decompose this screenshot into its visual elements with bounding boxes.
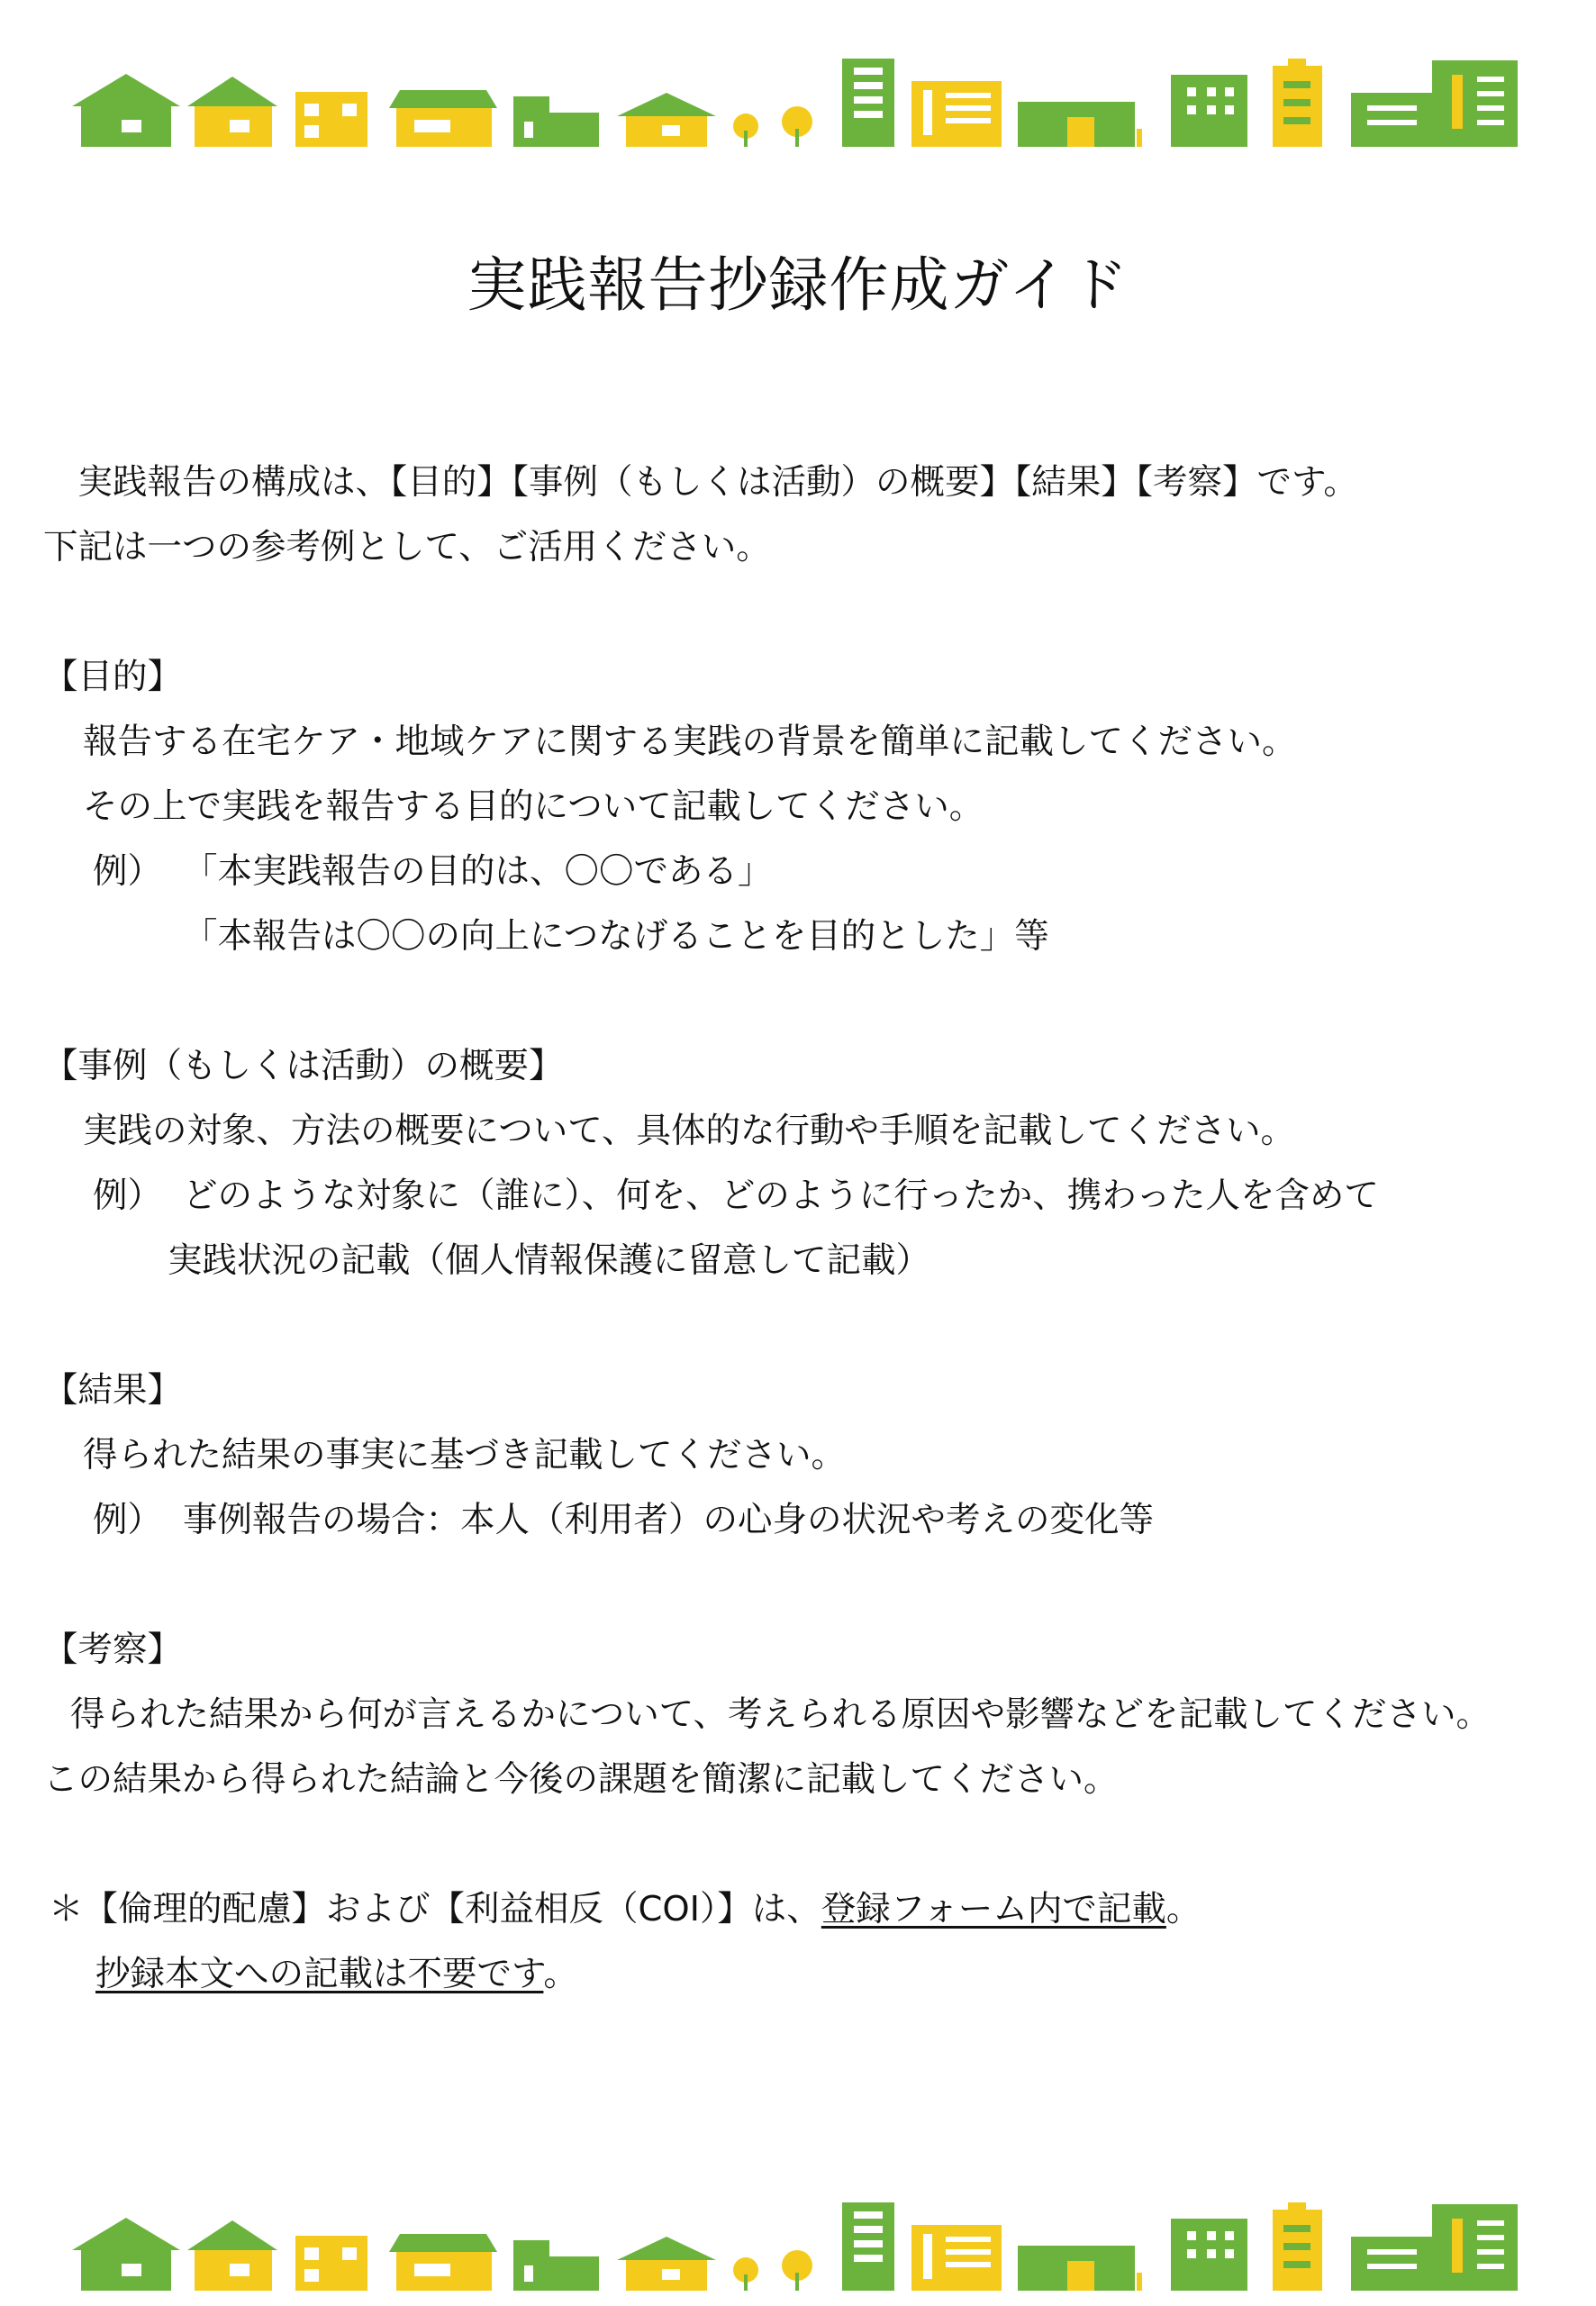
page-title: 実践報告抄録作成ガイド	[467, 250, 1129, 320]
discussion-line: この結果から得られた結論と今後の課題を簡潔に記載してください。	[43, 1759, 1119, 1800]
house-icon	[72, 2218, 180, 2291]
house-icon	[617, 2237, 716, 2291]
warehouse-icon	[1018, 102, 1142, 147]
ethics-note-line-2	[43, 1942, 1574, 2007]
note-underlined: 登録フォーム内で記載	[821, 1889, 1166, 1929]
ethics-note	[43, 1877, 1574, 1942]
note-prefix: ＊【倫理的配慮】および【利益相反（COI）】は、	[49, 1889, 821, 1929]
shop-icon	[513, 2240, 599, 2291]
section-heading-discussion: 【考察】	[43, 1630, 183, 1670]
example-label: 例）	[93, 1176, 163, 1216]
results-example	[43, 1488, 1574, 1553]
overview-example	[43, 1164, 1574, 1229]
apartment-icon	[295, 2236, 367, 2291]
bottom-buildings-banner	[0, 2193, 1596, 2301]
house-icon	[389, 2234, 497, 2291]
tree-icon	[733, 2250, 812, 2291]
example-label: 例）	[93, 1500, 163, 1540]
office-building-icon	[911, 81, 1002, 147]
tree-icon	[733, 106, 812, 147]
purpose-line: その上で実践を報告する目的について記載してください。	[83, 786, 984, 827]
purpose-example-continued: 「本報告は〇〇の向上につなげることを目的とした」等	[183, 916, 1049, 957]
intro-line-2: 下記は一つの参考例として、ご活用ください。	[43, 527, 771, 567]
office-building-icon	[1171, 75, 1247, 147]
house-icon	[617, 93, 716, 147]
overview-example-continued: 実践状況の記載（個人情報保護に留意して記載）	[168, 1240, 931, 1281]
note-suffix: 。	[1165, 1889, 1202, 1929]
house-icon	[389, 90, 497, 147]
results-line: 得られた結果の事実に基づき記載してください。	[83, 1435, 847, 1475]
office-building-icon	[842, 2202, 894, 2291]
house-icon	[187, 77, 277, 147]
document-body	[43, 450, 1574, 2007]
section-heading-overview: 【事例（もしくは活動）の概要】	[43, 1046, 564, 1086]
house-icon	[187, 2220, 277, 2291]
top-buildings-banner	[0, 50, 1596, 158]
discussion-line: 得られた結果から何が言えるかについて、考えられる原因や影響などを記載してください。	[70, 1694, 1491, 1735]
note-line2-suffix: 。	[543, 1954, 578, 1994]
tower-icon	[1273, 2202, 1322, 2291]
office-building-icon	[1171, 2219, 1247, 2291]
buildings-illustration	[0, 50, 1596, 158]
house-icon	[72, 74, 180, 147]
example-text: 事例報告の場合：本人（利用者）の心身の状況や考えの変化等	[183, 1500, 1155, 1540]
apartment-icon	[295, 92, 367, 147]
office-building-icon	[1351, 60, 1518, 147]
warehouse-icon	[1018, 2246, 1142, 2291]
intro-line-1: 実践報告の構成は、【目的】【事例（もしくは活動）の概要】【結果】【考察】です。	[43, 462, 1358, 503]
office-building-icon	[842, 59, 894, 147]
overview-line: 実践の対象、方法の概要について、具体的な行動や手順を記載してください。	[83, 1111, 1295, 1151]
example-text: どのような対象に（誰に）、何を、どのように行ったか、携わった人を含めて	[183, 1176, 1379, 1216]
purpose-line: 報告する在宅ケア・地域ケアに関する実践の背景を簡単に記載してください。	[83, 722, 1297, 762]
buildings-illustration	[0, 2193, 1596, 2301]
section-heading-results: 【結果】	[43, 1370, 183, 1411]
example-label: 例）	[93, 851, 163, 892]
tower-icon	[1273, 59, 1322, 147]
note-line2-underlined: 抄録本文への記載は不要です	[95, 1954, 544, 1994]
office-building-icon	[911, 2225, 1002, 2291]
purpose-example	[43, 840, 1574, 904]
shop-icon	[513, 96, 599, 147]
office-building-icon	[1351, 2204, 1518, 2291]
section-heading-purpose: 【目的】	[43, 657, 183, 697]
example-text: 「本実践報告の目的は、〇〇である」	[183, 851, 773, 892]
